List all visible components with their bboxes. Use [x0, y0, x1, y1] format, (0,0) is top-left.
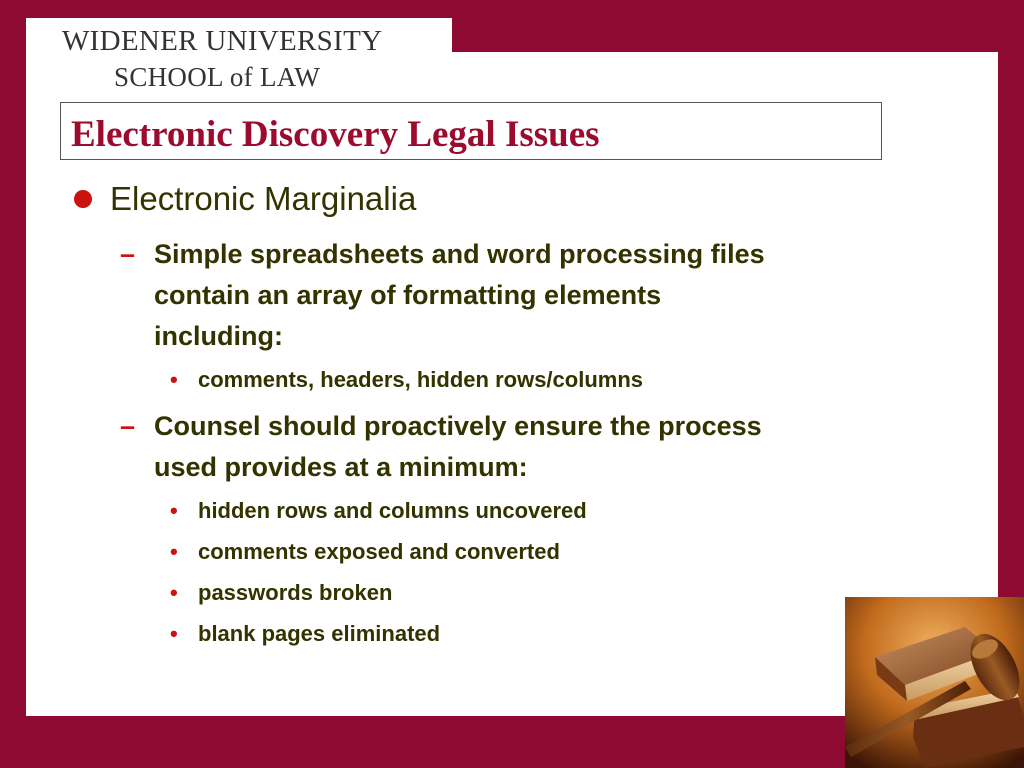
dot-bullet-icon: • — [170, 539, 178, 564]
list-item-text: passwords broken — [198, 580, 393, 605]
red-circle-bullet-icon — [74, 190, 92, 208]
sub-bullet-1-text: Simple spreadsheets and word processing files contain an array of formatting elements including: — [154, 239, 765, 351]
slide-title: Electronic Discovery Legal Issues — [71, 114, 600, 155]
sub-bullet-2-text: Counsel should proactively ensure the process used provides at a minimum: — [154, 411, 762, 482]
logo-line-1: WIDENER UNIVERSITY — [62, 25, 383, 57]
dash-bullet-icon: – — [120, 239, 136, 269]
logo-line-2: SCHOOL of LAW — [114, 62, 321, 92]
gavel-book-image — [845, 597, 1024, 768]
list-item-text: comments, headers, hidden rows/columns — [198, 367, 643, 392]
dash-bullet-icon: – — [120, 411, 136, 441]
list-item-text: blank pages eliminated — [198, 621, 441, 646]
dot-bullet-icon: • — [170, 621, 178, 646]
bullet-level1-text: Electronic Marginalia — [110, 180, 417, 217]
dot-bullet-icon: • — [170, 498, 178, 523]
list-item-text: hidden rows and columns uncovered — [198, 498, 587, 523]
dot-bullet-icon: • — [170, 367, 178, 392]
list-item-text: comments exposed and converted — [198, 539, 560, 564]
dot-bullet-icon: • — [170, 580, 178, 605]
